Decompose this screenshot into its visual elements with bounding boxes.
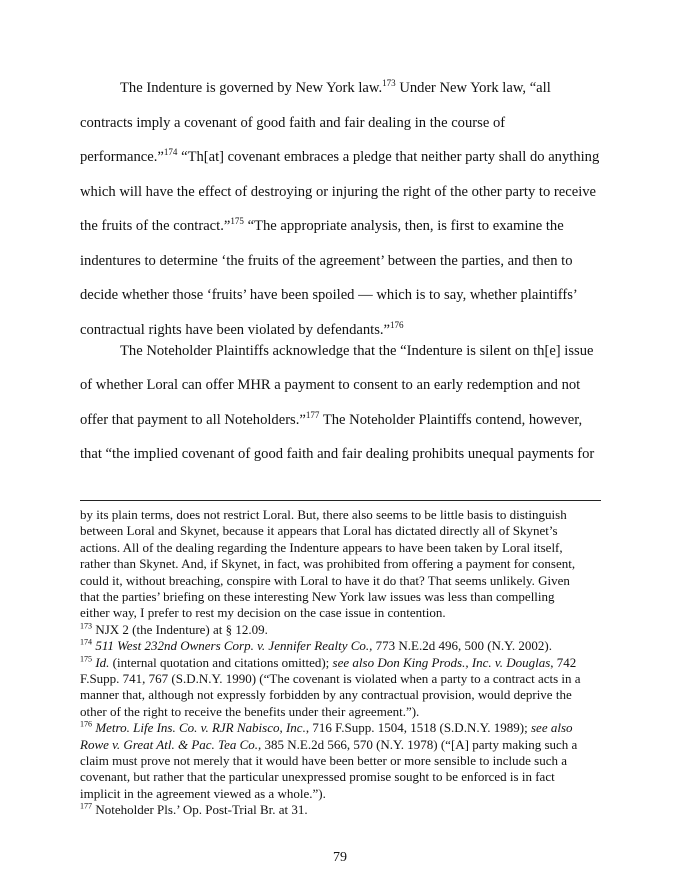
- italic-citation: see also: [531, 720, 573, 736]
- text-run: offer that payment to all Noteholders.”: [80, 412, 306, 428]
- text-run: between Loral and Skynet, because it appears that Loral has dictated directly all of Skynet’s: [80, 523, 558, 539]
- italic-citation: 511 West 232nd Owners Corp. v. Jennifer Realty Co.: [95, 638, 370, 654]
- footnote-line: [80, 523, 558, 539]
- footnote-separator: [80, 500, 601, 501]
- footnote-line: [80, 687, 572, 703]
- italic-citation: Rowe v. Great Atl. & Pac. Tea Co.: [80, 736, 259, 752]
- text-run: implicit in the agreement viewed as a whole.”).: [80, 785, 326, 801]
- footnote-line: [80, 589, 555, 605]
- text-run: contracts imply a covenant of good faith and fair dealing in the course of: [80, 115, 506, 131]
- text-run: covenant, but rather that the particular unexpressed promise sought to be enforced is in fact: [80, 769, 555, 785]
- footnote-line: [80, 802, 308, 818]
- text-run: indentures to determine ‘the fruits of the agreement’ between the parties, and then to: [80, 253, 573, 269]
- text-run: , 385 N.E.2d 566, 570 (N.Y. 1978) (“[A] party making such a: [258, 736, 578, 752]
- text-run: Under New York law, “all: [395, 80, 551, 96]
- footnote-ref: 177: [305, 410, 320, 421]
- body-line: [80, 322, 404, 339]
- text-run: which will have the effect of destroying or injuring the right of the other party to receive: [80, 184, 597, 200]
- footnote-line: [80, 605, 446, 621]
- text-run: , 773 N.E.2d 496, 500 (N.Y. 2002).: [369, 638, 552, 654]
- footnote-ref: 174: [80, 637, 93, 647]
- text-run: NJX 2 (the Indenture) at § 12.09.: [92, 621, 268, 637]
- body-line: [80, 149, 599, 166]
- text-run: “Th[at] covenant embraces a pledge that neither party shall do anything: [177, 149, 600, 165]
- body-line: [80, 412, 582, 429]
- footnote-line: [80, 573, 570, 589]
- text-run: The Noteholder Plaintiffs acknowledge that the “Indenture is silent on th[e] issue: [120, 343, 594, 359]
- text-run: “The appropriate analysis, then, is first to examine the: [243, 218, 564, 234]
- text-run: of whether Loral can offer MHR a payment to consent to an early redemption and not: [80, 377, 581, 393]
- body-line: [80, 377, 580, 394]
- body-line: [80, 446, 594, 463]
- text-run: manner that, although not expressly forbidden by any contractual provision, would deprive the: [80, 687, 572, 703]
- text-run: the fruits of the contract.”: [80, 218, 231, 234]
- body-line: [80, 253, 573, 270]
- italic-citation: Metro. Life Ins. Co. v. RJR Nabisco, Inc.: [95, 720, 306, 736]
- text-run: (internal quotation and citations omitted);: [109, 654, 333, 670]
- footnote-line: [80, 540, 563, 556]
- footnote-line: [80, 753, 567, 769]
- footnote-line: [80, 704, 419, 720]
- footnote-line: [80, 720, 573, 736]
- footnote-ref: 175: [230, 216, 244, 227]
- text-run: rather than Skynet. And, if Skynet, in fact, was prohibited from offering a payment for consent,: [80, 556, 576, 572]
- italic-citation: Id.: [95, 654, 110, 670]
- footnote-line: [80, 622, 268, 638]
- text-run: Noteholder Pls.’ Op. Post-Trial Br. at 31.: [92, 802, 308, 818]
- footnote-ref: 176: [390, 320, 404, 331]
- footnote-ref: 177: [80, 801, 93, 811]
- text-run: that the parties’ briefing on these interesting New York law issues was less than compelling: [80, 589, 555, 604]
- text-run: either way, I prefer to rest my decision on the case issue in contention.: [80, 605, 446, 621]
- text-run: could it, without breaching, conspire with Loral to have it do that? That seems unlikely. Given: [80, 572, 570, 588]
- body-line: [80, 287, 578, 304]
- body-line: [120, 80, 551, 97]
- footnote-ref: 175: [80, 654, 93, 664]
- footnote-ref: 173: [80, 621, 93, 631]
- footnote-line: [80, 556, 575, 572]
- text-run: The Noteholder Plaintiffs contend, however,: [319, 412, 583, 428]
- footnote-line: [80, 655, 576, 671]
- text-run: other of the right to receive the benefits under their agreement.”).: [80, 703, 420, 719]
- footnote-line: [80, 507, 567, 523]
- page-number: 79: [333, 850, 347, 865]
- text-run: performance.”: [80, 149, 164, 165]
- text-run: by its plain terms, does not restrict Loral. But, there also seems to be little basis to distinguish: [80, 507, 567, 522]
- body-line: [80, 218, 564, 235]
- body-line: [80, 184, 596, 201]
- italic-citation: see also Don King Prods., Inc. v. Douglas: [332, 654, 551, 670]
- text-run: , 742: [550, 654, 577, 670]
- body-line: [120, 343, 594, 360]
- footnote-line: [80, 769, 555, 785]
- footnote-line: [80, 786, 326, 802]
- text-run: claim must prove not merely that it would have been better or more sensible to include such a: [80, 753, 567, 768]
- footnote-line: [80, 671, 581, 687]
- text-run: that “the implied covenant of good faith and fair dealing prohibits unequal payments for: [80, 446, 595, 462]
- text-run: actions. All of the dealing regarding the Indenture appears to have been taken by Loral itself,: [80, 539, 563, 555]
- footnote-line: [80, 737, 577, 753]
- text-run: , 716 F.Supp. 1504, 1518 (S.D.N.Y. 1989);: [305, 720, 531, 736]
- text-run: The Indenture is governed by New York law.: [120, 80, 383, 96]
- text-run: decide whether those ‘fruits’ have been spoiled — which is to say, whether plaintiffs’: [80, 287, 578, 303]
- footnote-ref: 173: [382, 78, 396, 89]
- text-run: contractual rights have been violated by defendants.”: [80, 322, 390, 338]
- body-line: [80, 115, 505, 132]
- footnote-line: [80, 638, 552, 654]
- text-run: F.Supp. 741, 767 (S.D.N.Y. 1990) (“The covenant is violated when a party to a contract acts in a: [80, 671, 581, 686]
- footnote-ref: 174: [163, 147, 178, 158]
- footnote-ref: 176: [80, 719, 93, 729]
